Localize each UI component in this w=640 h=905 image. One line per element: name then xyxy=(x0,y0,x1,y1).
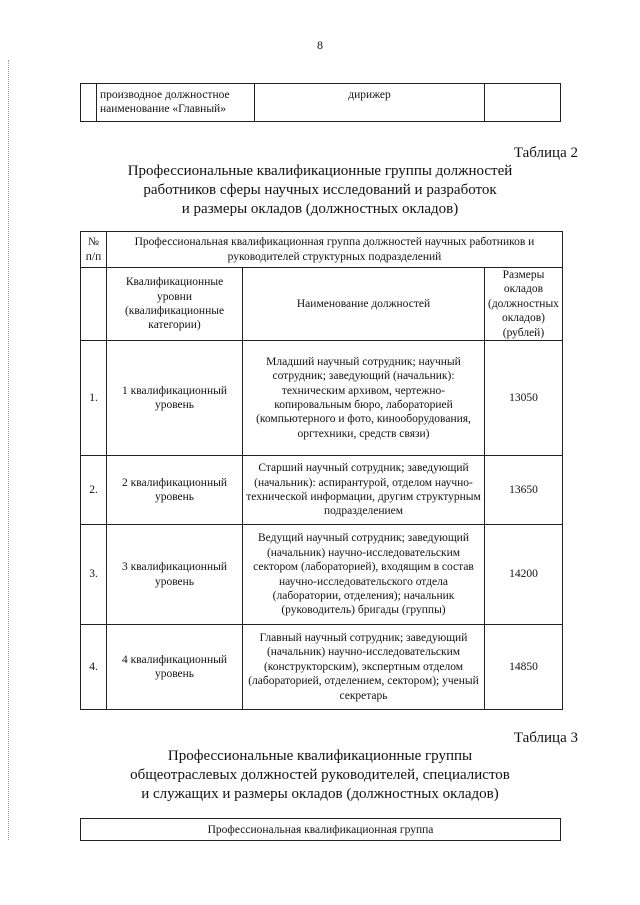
table2-title-line: работников сферы научных исследований и разработок xyxy=(143,182,497,198)
continuation-num-cell xyxy=(81,84,97,122)
row-positions: Ведущий научный сотрудник; заведующий (начальник) научно-исследовательским сектором (лабораторией), входящим в состав научно-исследовательского отдела (лаборатории, отделения); начальник (руководитель) бригады (группы) xyxy=(243,525,485,625)
header-num: № п/п xyxy=(81,232,107,268)
subheader-empty xyxy=(81,268,107,341)
header-positions: Наименование должностей xyxy=(243,268,485,341)
table2-title xyxy=(0,162,640,219)
continuation-salary-cell xyxy=(485,84,561,122)
row-level: 3 квалификационный уровень xyxy=(107,525,243,625)
table3-title-line: общеотраслевых должностей руководителей, специалистов xyxy=(130,767,510,783)
table2-header-row xyxy=(81,232,563,268)
table3-header xyxy=(80,818,561,841)
table3-header-cell: Профессиональная квалификационная группа xyxy=(81,819,561,841)
row-num: 3. xyxy=(81,525,107,625)
table-row xyxy=(81,456,563,525)
row-salary: 14200 xyxy=(485,525,563,625)
row-salary: 14850 xyxy=(485,625,563,710)
table-row xyxy=(81,625,563,710)
table-row xyxy=(81,341,563,456)
table2-title-line: и размеры окладов (должностных окладов) xyxy=(181,201,459,217)
table2-caption: Таблица 2 xyxy=(513,145,578,161)
table3-title xyxy=(0,747,640,804)
table-row xyxy=(81,525,563,625)
row-num: 2. xyxy=(81,456,107,525)
row-level: 1 квалификационный уровень xyxy=(107,341,243,456)
header-group: Профессиональная квалификационная группа должностей научных работников и руководителей структурных подразделений xyxy=(107,232,563,268)
continuation-position-cell: дирижер xyxy=(255,84,485,122)
continuation-table xyxy=(80,83,561,122)
row-positions: Младший научный сотрудник; научный сотрудник; заведующий (начальник): техническим архивом, чертежно-копировальным бюро, лабораторией (компьютерного и фото, кинооборудования, оргтехники, средств связи) xyxy=(243,341,485,456)
table3-caption: Таблица 3 xyxy=(513,730,578,746)
row-num: 1. xyxy=(81,341,107,456)
table2 xyxy=(80,231,563,710)
table3-title-line: Профессиональные квалификационные группы xyxy=(167,748,473,764)
header-levels: Квалификационные уровни (квалификационные категории) xyxy=(107,268,243,341)
row-salary: 13050 xyxy=(485,341,563,456)
row-positions: Старший научный сотрудник; заведующий (начальник): аспирантурой, отделом научно-технической информации, другим структурным подразделением xyxy=(243,456,485,525)
row-level: 2 квалификационный уровень xyxy=(107,456,243,525)
header-salary: Размеры окладов (должностных окладов) (рублей) xyxy=(485,268,563,341)
row-level: 4 квалификационный уровень xyxy=(107,625,243,710)
page-number: 8 xyxy=(317,38,323,52)
table2-subheader-row xyxy=(81,268,563,341)
row-num: 4. xyxy=(81,625,107,710)
table3-title-line: и служащих и размеры окладов (должностных окладов) xyxy=(141,786,499,802)
table2-title-line: Профессиональные квалификационные группы должностей xyxy=(127,163,513,179)
row-positions: Главный научный сотрудник; заведующий (начальник) научно-исследовательским (конструкторским), экспертным отделом (лабораторией, отделением, сектором); ученый секретарь xyxy=(243,625,485,710)
continuation-level-cell: производное должностное наименование «Главный» xyxy=(97,84,255,122)
row-salary: 13650 xyxy=(485,456,563,525)
